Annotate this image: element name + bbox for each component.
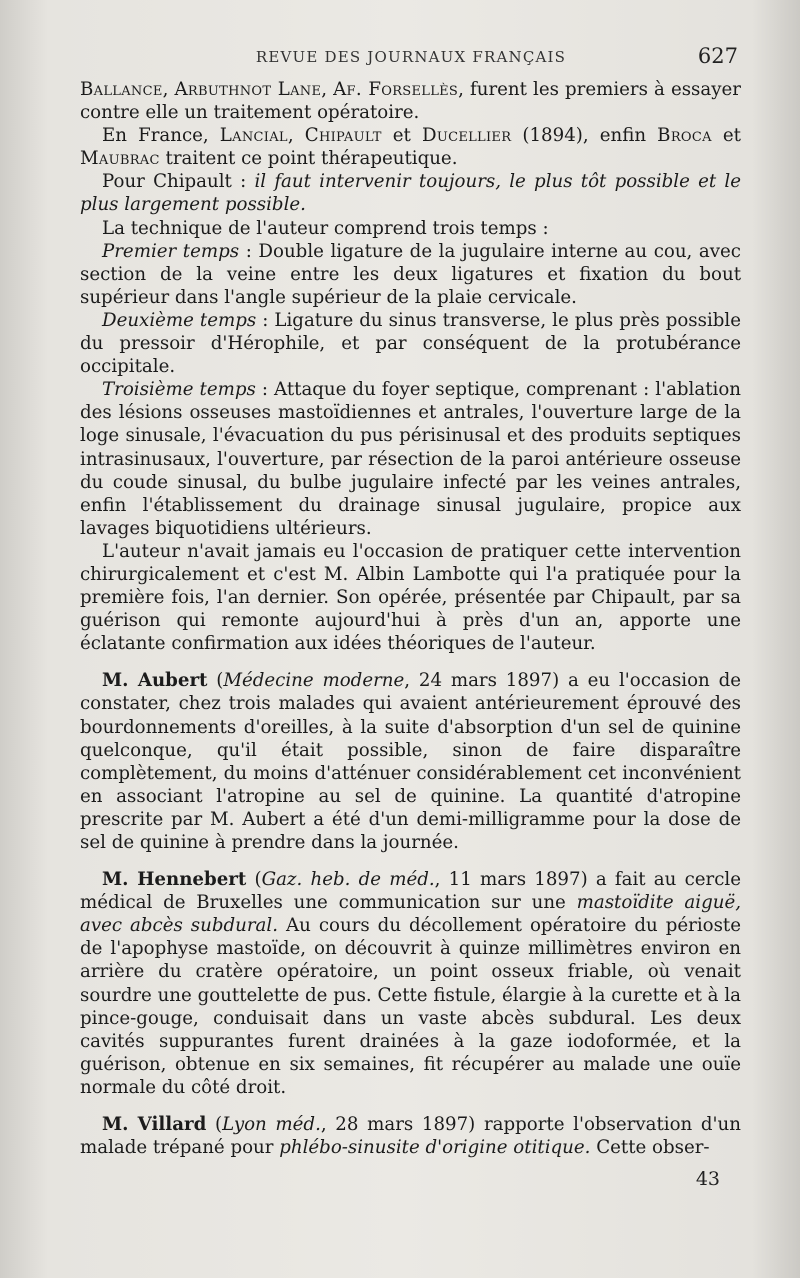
text-run: : Attaque du foyer septique, comprenant : l'ablation des lésions osseuses mastoïdiennes et antrales, l'ouverture large de la loge sinusale, l'évacuation du pus périsinusal et des produits septiques intrasinusaux, l'ouverture, par résection de la paroi antérieure osseuse du coude sinusal, du bulbe jugulaire infecté par les veines antrales, enfin l'établissement du drainage sinusal jugulaire, propice aux lavages biquotidiens ultérieurs. — [80, 379, 742, 539]
abstract-aubert — [80, 669, 741, 854]
journal-name: Lyon méd. — [222, 1114, 321, 1136]
page-number: 627 — [697, 44, 738, 68]
journal-name: Médecine moderne — [223, 670, 405, 692]
text-run: Pour Chipault : — [102, 171, 255, 193]
abstract-author: M. Hennebert — [102, 869, 247, 891]
text-run: , — [287, 125, 305, 147]
signature-mark: 43 — [695, 1168, 720, 1190]
text-run: ( — [246, 869, 262, 891]
text-run: , 28 mars 1897) rapporte l'observation d'un malade trépané pour — [80, 1114, 741, 1159]
text-run: traitent ce point thérapeutique. — [159, 148, 458, 170]
text-run: ( — [207, 670, 224, 692]
paragraph-france — [80, 124, 741, 170]
abstract-hennebert — [80, 868, 741, 1099]
case-title: phlébo-sinusite d'origine otitique. — [279, 1137, 591, 1159]
surgeon-name: Ducellier — [421, 125, 512, 147]
step-label: Troisième temps — [102, 379, 256, 401]
text-run: (1894), enfin — [511, 125, 658, 147]
paragraph-step-3 — [80, 378, 741, 540]
surgeon-name: Arbuthnot Lane — [174, 79, 322, 100]
communication-title: mastoïdite aiguë, avec abcès subdural. — [80, 892, 741, 937]
text-run: et — [711, 125, 741, 147]
text-run: , 24 mars 1897) a eu l'occasion de constater, chez trois malades qui avaient antérieurement éprouvé des bourdonnements d'oreilles, à la suite d'absorption d'un sel de quinine quelconque, qu'il était possible, sinon de faire disparaître complètement, du moins d'atténuer considérablement cet inconvénient en associant l'atropine au sel de quinine. La quantité d'atropine prescrite par M. Aubert a été d'un demi-milligramme pour la dose de sel de quinine à prendre dans la journée. — [80, 670, 741, 853]
surgeon-name: Broca — [657, 125, 712, 147]
abstract-author: M. Villard — [102, 1114, 207, 1136]
text-run: : Double ligature de la jugulaire interne au cou, avec section de la veine entre les deux ligatures et fixation du bout supérieur dans l'angle supérieur de la plaie cervicale. — [80, 240, 741, 308]
surgeon-name: Chipault — [304, 125, 382, 147]
running-title: REVUE DES JOURNAUX FRANÇAIS — [255, 48, 567, 66]
text-run: Au cours du décollement opératoire du périoste de l'apophyse mastoïde, on découvrit à quinze millimètres environ en arrière du cratère opératoire, un point osseux friable, où venait sourdre une gouttelette de pus. Cette fistule, élargie à la curette et à la pince-gouge, conduisait dans un vaste abcès subdural. Les deux cavités suppurantes furent drainées à la gaze iodoformée, et la guérison, obtenue en six semaines, fit récupérer au malade une ouïe normale du côté droit. — [80, 915, 741, 1098]
abstract-author: M. Aubert — [102, 670, 208, 692]
paragraph-technique: La technique de l'auteur comprend trois temps : — [102, 217, 549, 239]
paragraph-step-1 — [80, 240, 741, 309]
text-run: , 11 mars 1897) a fait au cercle médical de Bruxelles une communication sur une — [80, 869, 741, 914]
paragraph-author-note: L'auteur n'avait jamais eu l'occasion de pratiquer cette intervention chirurgicalement et c'est M. Albin Lambotte qui l'a pratiquée pour la première fois, l'an dernier. Son opérée, présentée par Chipault, par sa guérison qui remonte aujourd'hui à près d'un an, apporte une éclatante confirmation aux idées théoriques de l'auteur. — [80, 540, 741, 655]
step-label: Deuxième temps — [102, 309, 257, 331]
text-run: , — [162, 79, 175, 100]
surgeon-name: Af. Forsellès — [333, 79, 459, 100]
surgeon-name: Maubrac — [80, 148, 160, 170]
text-run: Cette obser- — [590, 1137, 710, 1159]
paragraph-step-2 — [80, 309, 741, 378]
text-run: et — [381, 125, 422, 147]
text-run: , — [321, 79, 334, 100]
article-body — [80, 78, 741, 1159]
page-header — [84, 44, 738, 76]
text-run: , furent les premiers à essayer contre elle un traitement opératoire. — [80, 79, 741, 124]
paragraph-chipault — [80, 170, 741, 216]
journal-name: Gaz. heb. de méd. — [261, 869, 435, 891]
surgeon-name: Ballance — [80, 79, 163, 100]
paragraph-surgeons — [80, 78, 741, 124]
abstract-villard — [80, 1113, 741, 1159]
step-label: Premier temps — [102, 240, 240, 262]
italic-quote: il faut intervenir toujours, le plus tôt possible et le plus largement possible. — [80, 171, 741, 216]
text-run: En France, — [102, 125, 220, 147]
text-run: : Ligature du sinus transverse, le plus près possible du pressoir d'Hérophile, et par conséquent de la protubérance occipitale. — [80, 309, 742, 378]
surgeon-name: Lancial — [219, 125, 288, 147]
text-run: ( — [206, 1114, 223, 1136]
